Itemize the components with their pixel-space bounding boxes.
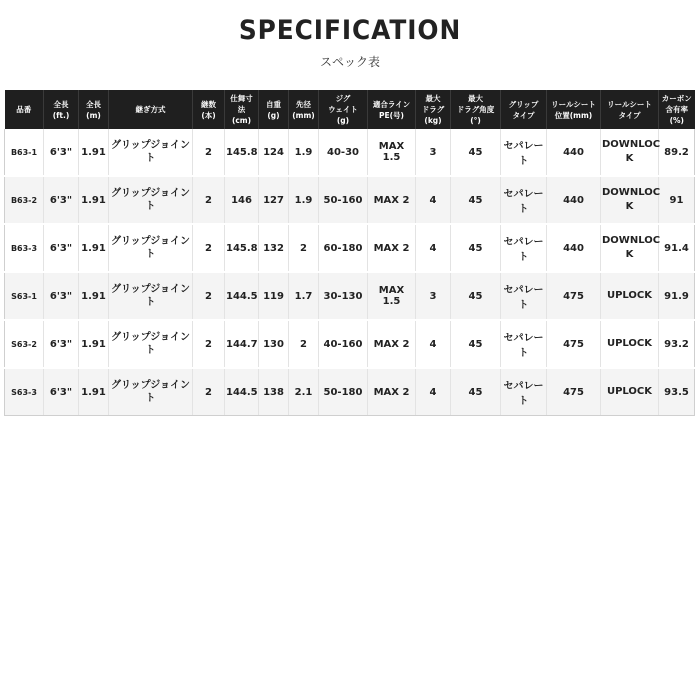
cell-text: 4 [429, 386, 437, 398]
cell-text: S63-3 [11, 387, 37, 397]
cell-carbon [659, 224, 695, 272]
table-header-row [5, 90, 695, 129]
cell-closed [225, 272, 259, 320]
cell-joint [109, 320, 193, 368]
cell-text: UPLOCK [606, 386, 653, 397]
cell-text: DOWNLOC [602, 187, 661, 198]
cell-text: 93.2 [664, 338, 689, 350]
header-pieces [193, 90, 225, 129]
cell-drag [416, 176, 451, 224]
cell-tip [289, 368, 319, 416]
cell-text: B63-1 [10, 147, 38, 157]
cell-line [368, 320, 416, 368]
cell-jig [319, 320, 368, 368]
cell-jig [319, 224, 368, 272]
cell-line [368, 129, 416, 176]
cell-text: セパレート [503, 141, 544, 167]
header-line: 適合ライン [372, 99, 411, 109]
header-line: (ft.) [52, 110, 70, 120]
cell-text: 45 [468, 242, 483, 254]
cell-drag [416, 129, 451, 176]
table-row [5, 176, 695, 224]
cell-grip [501, 129, 547, 176]
header-line: (g) [336, 116, 350, 125]
header-closed-length [225, 90, 259, 129]
header-line: グリップ [508, 99, 539, 109]
cell-angle [451, 272, 501, 320]
cell-text: セパレート [503, 381, 544, 407]
cell-angle [451, 224, 501, 272]
cell-length-ft [44, 368, 79, 416]
cell-text: K [625, 249, 634, 260]
cell-drag [416, 272, 451, 320]
header-line: 継ぎ方式 [135, 105, 166, 114]
cell-pieces [193, 368, 225, 416]
cell-model [5, 320, 44, 368]
cell-text: S63-1 [11, 291, 37, 301]
header-line: 仕舞寸 [230, 94, 253, 103]
cell-text: 6'3" [49, 194, 73, 206]
cell-text: DOWNLOC [602, 139, 661, 150]
cell-text: MAX 2 [373, 194, 410, 206]
cell-text: セパレート [503, 189, 544, 215]
cell-text: 146 [231, 194, 252, 206]
cell-text: 2 [205, 290, 212, 302]
header-reel-seat-type [601, 90, 659, 129]
cell-text: グリップジョイン [111, 140, 190, 151]
header-line: (m) [86, 110, 101, 120]
cell-text: K [625, 153, 634, 164]
header-line: ドラグ角度 [456, 105, 495, 114]
cell-text: グリップジョイン [111, 236, 190, 247]
cell-length-m [79, 176, 109, 224]
header-line: リールシート [607, 99, 652, 109]
cell-line [368, 224, 416, 272]
table-row [5, 129, 695, 176]
cell-text: MAX 2 [373, 242, 410, 254]
cell-grip [501, 176, 547, 224]
header-line: (kg) [424, 116, 442, 125]
cell-text: 2 [205, 386, 212, 398]
cell-carbon [659, 368, 695, 416]
cell-grip [501, 224, 547, 272]
header-line: PE(号) [379, 110, 404, 120]
header-drag-angle [451, 90, 501, 129]
cell-text: 6'3" [49, 386, 73, 398]
cell-text: K [625, 201, 634, 212]
cell-text: 50-180 [323, 386, 363, 398]
cell-text: グリップジョイン [111, 332, 190, 343]
cell-jig [319, 129, 368, 176]
cell-text: S63-2 [11, 339, 37, 349]
cell-text: グリップジョイン [111, 188, 190, 199]
cell-seat-pos [547, 368, 601, 416]
cell-weight [259, 320, 289, 368]
cell-text: ト [145, 297, 156, 308]
header-model [5, 90, 44, 129]
header-reel-seat-position [547, 90, 601, 129]
cell-line [368, 272, 416, 320]
cell-text: 3 [429, 146, 437, 158]
cell-pieces [193, 176, 225, 224]
cell-tip [289, 129, 319, 176]
cell-text: UPLOCK [606, 290, 653, 301]
cell-text: B63-3 [10, 243, 38, 253]
cell-text: 3 [429, 290, 437, 302]
cell-closed [225, 176, 259, 224]
cell-weight [259, 368, 289, 416]
cell-text: 132 [263, 242, 284, 254]
cell-text: 6'3" [49, 242, 73, 254]
cell-text: 45 [468, 338, 483, 350]
cell-weight [259, 176, 289, 224]
cell-text: DOWNLOC [602, 235, 661, 246]
cell-drag [416, 224, 451, 272]
cell-closed [225, 129, 259, 176]
cell-tip [289, 320, 319, 368]
cell-text: 40-30 [327, 146, 359, 158]
cell-carbon [659, 320, 695, 368]
cell-text: MAX 1.5 [378, 285, 405, 307]
cell-seat [601, 320, 659, 368]
cell-jig [319, 176, 368, 224]
cell-text: 40-160 [323, 338, 363, 350]
cell-text: 1.91 [81, 242, 106, 254]
header-line: 最大 [468, 94, 483, 103]
cell-pieces [193, 272, 225, 320]
cell-text: ト [145, 249, 156, 260]
cell-pieces [193, 320, 225, 368]
cell-drag [416, 320, 451, 368]
header-line: ジグ [335, 94, 351, 103]
table-row [5, 320, 695, 368]
cell-weight [259, 224, 289, 272]
header-line-pe [368, 90, 416, 129]
cell-carbon [659, 176, 695, 224]
header-line: (本) [201, 110, 216, 120]
cell-text: 6'3" [49, 338, 73, 350]
header-line: 先径 [296, 99, 311, 109]
cell-text: MAX 2 [373, 386, 410, 398]
cell-text: 144.7 [226, 338, 258, 350]
header-line: ドラグ [421, 105, 445, 114]
cell-text: グリップジョイン [111, 380, 190, 391]
header-grip-type [501, 90, 547, 129]
cell-length-ft [44, 272, 79, 320]
cell-angle [451, 368, 501, 416]
header-line: (°) [470, 116, 481, 125]
header-line: (mm) [292, 110, 315, 120]
cell-seat-pos [547, 176, 601, 224]
cell-text: 127 [263, 194, 284, 206]
cell-seat-pos [547, 272, 601, 320]
cell-line [368, 176, 416, 224]
cell-text: 1.9 [294, 146, 313, 158]
cell-jig [319, 272, 368, 320]
cell-model [5, 129, 44, 176]
table-body [5, 129, 695, 416]
cell-text: 45 [468, 386, 483, 398]
header-line: タイプ [618, 110, 641, 120]
cell-joint [109, 224, 193, 272]
header-line: (cm) [231, 116, 252, 125]
cell-text: 91.4 [664, 242, 689, 254]
cell-joint [109, 176, 193, 224]
cell-text: 119 [263, 290, 284, 302]
header-line: (%) [669, 116, 684, 125]
cell-text: 1.91 [81, 146, 106, 158]
header-line: 法 [237, 105, 246, 114]
cell-text: セパレート [503, 333, 544, 359]
cell-length-ft [44, 129, 79, 176]
cell-text: ト [145, 201, 156, 212]
cell-angle [451, 129, 501, 176]
cell-text: 2 [205, 338, 212, 350]
cell-model [5, 368, 44, 416]
cell-text: 91.9 [664, 290, 689, 302]
header-line: 位置(mm) [554, 110, 593, 120]
cell-closed [225, 224, 259, 272]
cell-carbon [659, 129, 695, 176]
cell-text: 1.91 [81, 194, 106, 206]
cell-text: 4 [429, 338, 437, 350]
cell-text: 130 [263, 338, 284, 350]
cell-seat-pos [547, 129, 601, 176]
cell-grip [501, 320, 547, 368]
header-jig-weight [319, 90, 368, 129]
cell-text: 2 [300, 338, 307, 350]
cell-length-ft [44, 176, 79, 224]
cell-model [5, 272, 44, 320]
cell-length-m [79, 224, 109, 272]
header-line: 最大 [425, 94, 441, 103]
cell-text: 2 [205, 146, 212, 158]
cell-angle [451, 176, 501, 224]
cell-text: 45 [468, 146, 483, 158]
header-line: 全長 [53, 99, 69, 109]
cell-length-ft [44, 224, 79, 272]
cell-text: 1.91 [81, 290, 106, 302]
cell-grip [501, 272, 547, 320]
cell-text: 2 [205, 194, 212, 206]
cell-text: 2 [205, 242, 212, 254]
cell-grip [501, 368, 547, 416]
cell-text: 1.7 [294, 290, 313, 302]
table-row [5, 224, 695, 272]
cell-text: 30-130 [323, 290, 363, 302]
cell-text: 2.1 [294, 386, 313, 398]
cell-closed [225, 368, 259, 416]
cell-line [368, 368, 416, 416]
cell-closed [225, 320, 259, 368]
cell-text: 144.5 [226, 290, 258, 302]
cell-text: 6'3" [49, 146, 73, 158]
cell-text: ト [145, 345, 156, 356]
cell-text: 4 [429, 194, 437, 206]
header-line: 品番 [16, 105, 32, 114]
cell-length-ft [44, 320, 79, 368]
header-line: 含有率 [665, 105, 688, 114]
cell-text: 124 [263, 146, 284, 158]
cell-text: 60-180 [323, 242, 363, 254]
cell-text: 138 [263, 386, 284, 398]
cell-joint [109, 272, 193, 320]
cell-jig [319, 368, 368, 416]
header-line: カーボン [661, 94, 692, 103]
cell-text: セパレート [503, 237, 544, 263]
cell-text: UPLOCK [606, 338, 653, 349]
cell-text: 4 [429, 242, 437, 254]
header-line: 自重 [266, 99, 281, 109]
header-length-m [79, 90, 109, 129]
cell-text: 2 [300, 242, 307, 254]
table-row [5, 368, 695, 416]
cell-model [5, 176, 44, 224]
cell-text: 145.8 [226, 242, 258, 254]
header-line: ウェイト [328, 105, 358, 114]
cell-text: 6'3" [49, 290, 73, 302]
cell-tip [289, 224, 319, 272]
header-line: リールシート [551, 99, 596, 109]
cell-text: ト [145, 153, 156, 164]
cell-length-m [79, 272, 109, 320]
cell-seat-pos [547, 224, 601, 272]
cell-weight [259, 129, 289, 176]
cell-text: B63-2 [10, 195, 38, 205]
header-weight [259, 90, 289, 129]
cell-pieces [193, 129, 225, 176]
cell-text: 145.8 [226, 146, 258, 158]
table-row [5, 272, 695, 320]
header-line: 継数 [201, 99, 216, 109]
cell-text: 475 [563, 386, 584, 398]
header-max-drag [416, 90, 451, 129]
cell-length-m [79, 129, 109, 176]
cell-seat-pos [547, 320, 601, 368]
cell-text: 440 [563, 146, 584, 158]
header-line: (g) [267, 110, 280, 120]
cell-text: セパレート [503, 285, 544, 311]
cell-text: 1.91 [81, 386, 106, 398]
cell-text: 91 [669, 194, 684, 206]
header-carbon-content [659, 90, 695, 129]
cell-text: 1.91 [81, 338, 106, 350]
cell-text: MAX 2 [373, 338, 410, 350]
cell-text: 45 [468, 194, 483, 206]
cell-text: 440 [563, 242, 584, 254]
cell-seat [601, 272, 659, 320]
cell-text: グリップジョイン [111, 284, 190, 295]
cell-length-m [79, 320, 109, 368]
cell-text: 1.9 [294, 194, 313, 206]
cell-text: 475 [563, 338, 584, 350]
cell-text: 440 [563, 194, 584, 206]
cell-joint [109, 368, 193, 416]
cell-length-m [79, 368, 109, 416]
cell-text: 50-160 [323, 194, 363, 206]
cell-tip [289, 176, 319, 224]
cell-seat [601, 176, 659, 224]
cell-text: 93.5 [664, 386, 689, 398]
cell-seat [601, 129, 659, 176]
cell-text: 144.5 [226, 386, 258, 398]
header-joint-type [109, 90, 193, 129]
page-subtitle: スペック表 [319, 55, 380, 69]
cell-model [5, 224, 44, 272]
cell-text: MAX 1.5 [378, 141, 405, 163]
spec-table [4, 90, 695, 416]
cell-seat [601, 224, 659, 272]
cell-weight [259, 272, 289, 320]
cell-text: 45 [468, 290, 483, 302]
cell-angle [451, 320, 501, 368]
cell-pieces [193, 224, 225, 272]
cell-text: ト [145, 393, 156, 404]
cell-text: 475 [563, 290, 584, 302]
cell-carbon [659, 272, 695, 320]
header-tip-diameter [289, 90, 319, 129]
cell-joint [109, 129, 193, 176]
header-length-ft [44, 90, 79, 129]
cell-seat [601, 368, 659, 416]
cell-tip [289, 272, 319, 320]
cell-text: 89.2 [664, 146, 689, 158]
header-line: 全長 [86, 99, 101, 109]
page-title: SPECIFICATION [238, 15, 462, 46]
header-line: タイプ [512, 110, 535, 120]
cell-drag [416, 368, 451, 416]
